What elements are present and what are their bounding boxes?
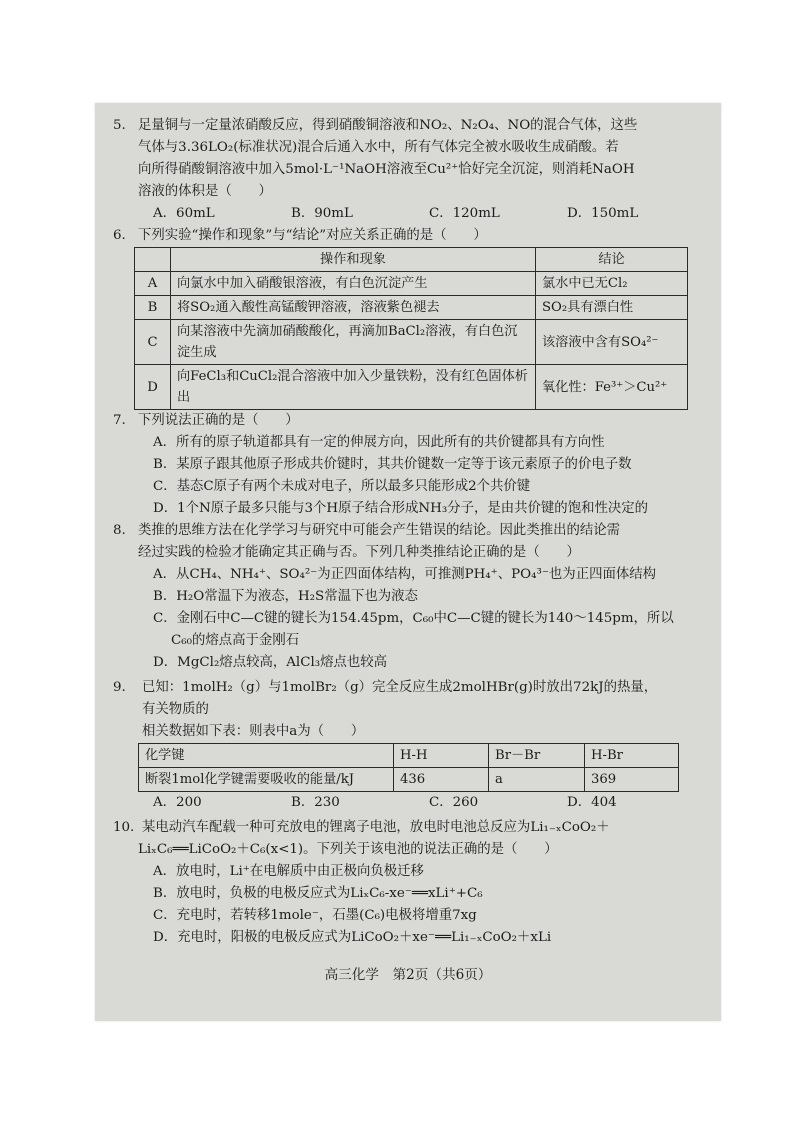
question-stem — [138, 520, 705, 564]
stem-line: 溶液的体积是（ ） — [138, 184, 272, 199]
option-b: B．某原子跟其他原子形成共价键时，其共价键数一定等于该元素原子的价电子数 — [153, 457, 632, 472]
exam-page — [95, 103, 721, 1021]
option-c: C．260 — [429, 795, 479, 810]
row-label: A — [135, 272, 171, 296]
stem-line: 类推的思维方法在化学学习与研究中可能会产生错误的结论。因此类推出的结论需 — [138, 523, 621, 538]
question-number: 5. — [113, 118, 126, 133]
option-c-continuation: C₆₀的熔点高于金刚石 — [171, 633, 300, 648]
question-number: 6. — [113, 228, 126, 243]
question-8 — [113, 520, 705, 674]
page-content — [113, 115, 705, 949]
question-number: 8. — [113, 523, 126, 538]
row-operation: 向氯水中加入硝酸银溶液，有白色沉淀产生 — [171, 272, 536, 296]
option-b: B．90mL — [291, 206, 353, 221]
table-header-row — [135, 248, 688, 272]
table-row — [139, 768, 679, 792]
row-conclusion: 氯水中已无Cl₂ — [536, 272, 688, 296]
stem-line: 相关数据如下表：则表中a为（ ） — [142, 724, 365, 739]
option-a: A．所有的原子轨道都具有一定的伸展方向，因此所有的共价键都具有方向性 — [153, 435, 605, 450]
question-10 — [113, 817, 705, 949]
option-a: A．放电时，Li⁺在电解质中由正极向负极迁移 — [153, 864, 424, 879]
option-d: D．MgCl₂熔点较高，AlCl₃熔点也较高 — [153, 655, 388, 670]
cell-h-br: H-Br — [585, 744, 679, 768]
option-c: C．120mL — [429, 206, 500, 221]
cell-energy-label: 断裂1mol化学键需要吸收的能量/kJ — [139, 768, 394, 792]
table-row — [135, 320, 688, 365]
stem-line: 经过实践的检验才能确定其正确与否。下列几种类推结论正确的是（ ） — [138, 545, 580, 560]
question-stem: 某电动汽车配载一种可充放电的锂离子电池，放电时电池总反应为Li₁₋ₓCoO₂＋ — [142, 820, 610, 835]
option-c: C．金刚石中C—C键的键长为154.45pm，C₆₀中C—C键的键长为140～145pm，所以 — [153, 611, 674, 626]
row-operation: 向FeCl₃和CuCl₂混合溶液中加入少量铁粉，没有红色固体析出 — [171, 365, 536, 410]
options-row — [153, 203, 705, 225]
stem-line: LiₓC₆══LiCoO₂＋C₆(x<1)。下列关于该电池的说法正确的是（ ） — [138, 842, 558, 857]
stem-line: 已知：1molH₂（g）与1molBr₂（g）完全反应生成2molHBr(g)时放出72kJ的热量， — [142, 680, 658, 695]
table-row — [139, 744, 679, 768]
option-c: C．基态C原子有两个未成对电子，所以最多只能形成2个共价键 — [153, 479, 531, 494]
question-5 — [113, 115, 705, 225]
question-number: 10. — [113, 820, 135, 835]
option-b: B．放电时，负极的电极反应式为LiₓC₆-xe⁻══xLi⁺+C₆ — [153, 886, 483, 901]
cell-br-br: Br－Br — [489, 744, 585, 768]
row-label: B — [135, 296, 171, 320]
option-c: C．充电时，若转移1mole⁻，石墨(C₆)电极将增重7xg — [153, 908, 477, 923]
cell-bond-label: 化学键 — [139, 744, 394, 768]
option-d: D．充电时，阳极的电极反应式为LiCoO₂＋xe⁻══Li₁₋ₓCoO₂＋xLi — [153, 930, 552, 945]
question-stem: 下列实验“操作和现象”与“结论”对应关系正确的是（ ） — [138, 228, 487, 243]
cell-h-br-energy: 369 — [585, 768, 679, 792]
option-a: A．60mL — [153, 206, 215, 221]
question-stem: 下列说法正确的是（ ） — [138, 413, 299, 428]
table-row — [135, 365, 688, 410]
option-d: D．1个N原子最多只能与3个H原子结合形成NH₃分子，是由共价键的饱和性决定的 — [153, 501, 649, 516]
option-b: B．H₂O常温下为液态，H₂S常温下也为液态 — [153, 589, 418, 604]
table-row — [135, 296, 688, 320]
table-row — [135, 272, 688, 296]
question-number: 9. — [113, 680, 126, 695]
cell-h-h: H-H — [394, 744, 489, 768]
question-9 — [113, 677, 705, 814]
row-label: C — [135, 320, 171, 365]
bond-energy-table — [138, 743, 679, 792]
row-conclusion: 氧化性：Fe³⁺＞Cu²⁺ — [536, 365, 688, 410]
header-conclusion: 结论 — [536, 248, 688, 272]
stem-line: 足量铜与一定量浓硝酸反应，得到硝酸铜溶液和NO₂、N₂O₄、NO的混合气体，这些 — [138, 118, 638, 133]
row-conclusion: 该溶液中含有SO₄²⁻ — [536, 320, 688, 365]
question-number: 7. — [113, 413, 126, 428]
question-stem — [142, 677, 705, 743]
option-d: D．150mL — [567, 206, 639, 221]
question-stem — [138, 115, 705, 203]
stem-line: 气体与3.36LO₂(标准状况)混合后通入水中，所有气体完全被水吸收生成硝酸。若 — [138, 140, 619, 155]
page-footer: 高三化学 第2页（共6页） — [324, 967, 492, 983]
question-7 — [113, 410, 705, 520]
option-d: D．404 — [567, 795, 617, 810]
options-row — [153, 792, 705, 814]
option-b: B．230 — [291, 795, 340, 810]
row-conclusion: SO₂具有漂白性 — [536, 296, 688, 320]
stem-line: 向所得硝酸铜溶液中加入5mol·L⁻¹NaOH溶液至Cu²⁺恰好完全沉淀，则消耗NaOH — [138, 162, 635, 177]
cell-br-br-energy: a — [489, 768, 585, 792]
question-6 — [113, 225, 705, 410]
row-label: D — [135, 365, 171, 410]
row-operation: 向某溶液中先滴加硝酸酸化，再滴加BaCl₂溶液，有白色沉淀生成 — [171, 320, 536, 365]
header-operation: 操作和现象 — [171, 248, 536, 272]
option-a: A．从CH₄、NH₄⁺、SO₄²⁻为正四面体结构，可推测PH₄⁺、PO₄³⁻也为正四面体结构 — [153, 567, 657, 582]
option-a: A．200 — [153, 795, 202, 810]
row-operation: 将SO₂通入酸性高锰酸钾溶液，溶液紫色褪去 — [171, 296, 536, 320]
stem-line: 有关物质的 — [142, 702, 209, 717]
cell-h-h-energy: 436 — [394, 768, 489, 792]
experiment-table — [134, 247, 688, 410]
